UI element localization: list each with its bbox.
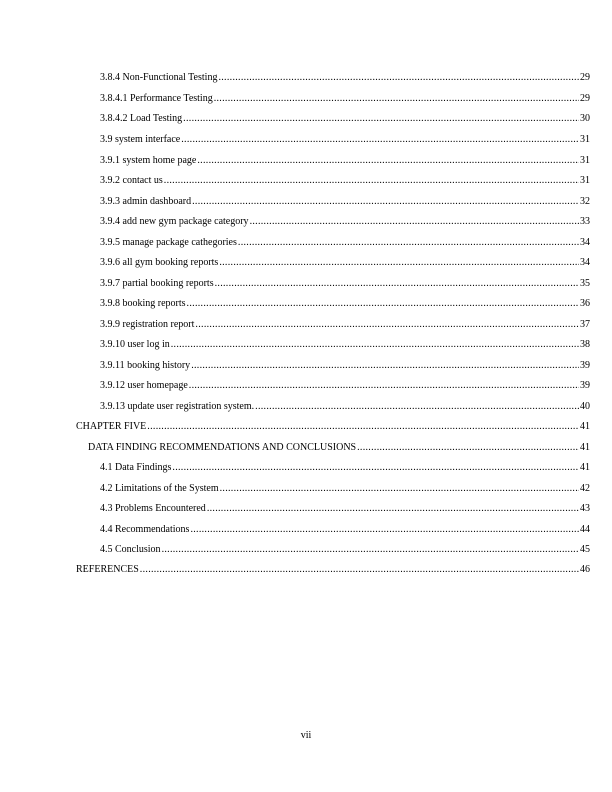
toc-entry-page: 34 [580,257,590,268]
toc-entry-page: 40 [580,401,590,412]
dot-leader [220,482,579,496]
dot-leader [219,256,579,270]
toc-entry-3-8-4-2[interactable] [100,112,590,126]
dot-leader [238,236,579,250]
toc-entry-title: 3.9.13 update user registration system. [100,401,255,412]
toc-entry-page: 29 [580,93,590,104]
toc-entry-title: 3.8.4.1 Performance Testing [100,93,213,104]
toc-entry-title: 3.8.4.2 Load Testing [100,113,183,124]
toc-entry-3-9-1[interactable] [100,154,590,168]
toc-entry-title: 3.9.3 admin dashboard [100,196,192,207]
toc-entry-title: DATA FINDING RECOMMENDATIONS AND CONCLUSIONS [88,442,357,453]
toc-entry-3-9[interactable] [100,133,590,147]
toc-entry-page: 35 [580,278,590,289]
dot-leader [191,359,579,373]
toc-entry-title: 4.3 Problems Encountered [100,503,206,514]
toc-entry-title: 3.9.2 contact us [100,175,163,186]
toc-entry-title: 3.9.9 registration report [100,319,195,330]
toc-entry-title: 4.2 Limitations of the System [100,483,219,494]
toc-entry-references[interactable] [76,563,590,577]
toc-entry-3-9-4[interactable] [100,215,590,229]
toc-entry-3-8-4[interactable] [100,71,590,85]
toc-entry-title: 3.9.6 all gym booking reports [100,257,219,268]
toc-entry-3-9-5[interactable] [100,236,590,250]
toc-entry-page: 37 [580,319,590,330]
toc-entry-data-finding[interactable] [88,441,590,455]
toc-entry-page: 29 [580,72,590,83]
toc-entry-4-3[interactable] [100,502,590,516]
toc-entry-page: 44 [580,524,590,535]
toc-entry-page: 31 [580,175,590,186]
dot-leader [183,112,579,126]
toc-entry-3-9-12[interactable] [100,379,590,393]
dot-leader [357,441,579,455]
toc-entry-3-9-13[interactable] [100,400,590,414]
toc-entry-title: 4.1 Data Findings [100,462,172,473]
toc-entry-page: 31 [580,155,590,166]
toc-entry-3-9-11[interactable] [100,359,590,373]
dot-leader [214,92,579,106]
toc-entry-title: 4.5 Conclusion [100,544,161,555]
toc-entry-4-4[interactable] [100,523,590,537]
toc-entry-4-2[interactable] [100,482,590,496]
toc-entry-3-9-10[interactable] [100,338,590,352]
toc-entry-3-9-7[interactable] [100,277,590,291]
toc-entry-page: 45 [580,544,590,555]
dot-leader [190,523,579,537]
toc-entry-title: 3.9.11 booking history [100,360,191,371]
toc-entry-page: 39 [580,380,590,391]
toc-entry-3-9-8[interactable] [100,297,590,311]
toc-entry-3-9-6[interactable] [100,256,590,270]
dot-leader [172,461,579,475]
toc-entry-page: 43 [580,503,590,514]
toc-entry-page: 42 [580,483,590,494]
toc-entry-title: 3.9.12 user homepage [100,380,188,391]
toc-entry-page: 30 [580,113,590,124]
toc-entry-title: 3.9.8 booking reports [100,298,186,309]
dot-leader [218,71,579,85]
dot-leader [197,154,579,168]
toc-entry-page: 41 [580,462,590,473]
dot-leader [192,195,579,209]
page-number: vii [300,730,312,741]
toc-entry-3-9-9[interactable] [100,318,590,332]
toc-entry-title: 3.9.4 add new gym package category [100,216,249,227]
dot-leader [181,133,579,147]
toc-entry-page: 46 [580,564,590,575]
toc-entry-page: 38 [580,339,590,350]
toc-entry-page: 33 [580,216,590,227]
toc-entry-3-9-2[interactable] [100,174,590,188]
toc-entry-title: 3.9.5 manage package cathegories [100,237,237,248]
toc-entry-title: 3.9.10 user log in [100,339,170,350]
toc-entry-3-9-3[interactable] [100,195,590,209]
toc-entry-title: 3.9.7 partial booking reports [100,278,214,289]
toc-entry-page: 41 [580,442,590,453]
dot-leader [250,215,579,229]
dot-leader [171,338,579,352]
toc-entry-title: 3.9.1 system home page [100,155,197,166]
toc-entry-page: 31 [580,134,590,145]
toc-entry-3-8-4-1[interactable] [100,92,590,106]
toc-entry-title: 3.9 system interface [100,134,181,145]
toc-entry-page: 41 [580,421,590,432]
dot-leader [255,400,579,414]
toc-entry-page: 34 [580,237,590,248]
toc-entry-page: 32 [580,196,590,207]
dot-leader [162,543,579,557]
dot-leader [195,318,579,332]
dot-leader [215,277,579,291]
toc-entry-title: 4.4 Recommendations [100,524,190,535]
toc-entry-chapter-five[interactable] [76,420,590,434]
toc-entry-title: 3.8.4 Non-Functional Testing [100,72,218,83]
toc-entry-title: REFERENCES [76,564,139,575]
toc-entry-4-5[interactable] [100,543,590,557]
toc-entry-4-1[interactable] [100,461,590,475]
toc-entry-page: 39 [580,360,590,371]
toc-entry-page: 36 [580,298,590,309]
dot-leader [164,174,579,188]
dot-leader [207,502,579,516]
dot-leader [140,563,579,577]
dot-leader [147,420,579,434]
toc-entry-title: CHAPTER FIVE [76,421,147,432]
dot-leader [187,297,579,311]
dot-leader [189,379,579,393]
